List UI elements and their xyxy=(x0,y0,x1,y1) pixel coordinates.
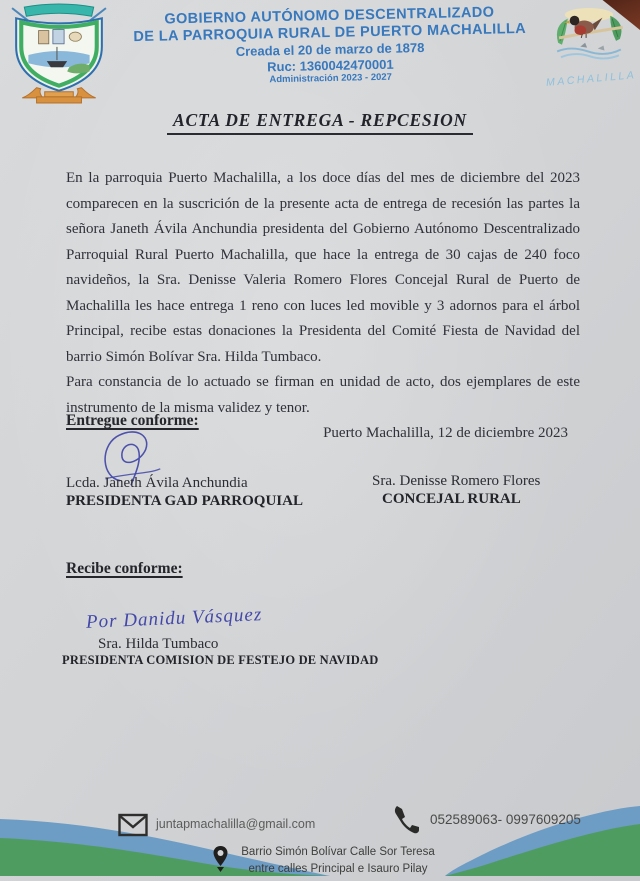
body-paragraph-2: Para constancia de lo actuado se firman en unidad de acto, dos ejemplares de este instrumento de la misma validez y tenor. xyxy=(66,374,580,416)
phone-numbers: 052589063- 0997609205 xyxy=(430,812,581,827)
bird-logo-icon xyxy=(549,8,629,64)
ruc-line: Ruc: 1360042470001 xyxy=(266,56,394,74)
logo-wordmark: MACHALILLA xyxy=(545,69,637,89)
title-row xyxy=(0,110,640,135)
deliver-signer-block xyxy=(66,474,303,510)
document-title: ACTA DE ENTREGA - REPCESION xyxy=(167,110,473,135)
address-block xyxy=(238,844,438,878)
founded-line: Creada el 20 de marzo de 1878 xyxy=(235,40,425,59)
org-name-line1: GOBIERNO AUTÓNOMO DESCENTRALIZADO xyxy=(164,4,495,28)
place-date-line: Puerto Machalilla, 12 de diciembre 2023 xyxy=(323,425,568,441)
concejal-signer-name: Sra. Denisse Romero Flores xyxy=(372,473,541,489)
tumbaco-signature-handwriting: Por Danidu Vásquez xyxy=(85,604,263,633)
deliver-signer-name: Lcda. Janeth Ávila Anchundia xyxy=(66,475,248,491)
address-line-2: entre calles Principal e Isauro Pilay xyxy=(248,863,428,875)
machalilla-logo xyxy=(545,8,637,89)
receive-signer-title: PRESIDENTA COMISION DE FESTEJO DE NAVIDAD xyxy=(62,653,379,667)
body-paragraph-1: En la parroquia Puerto Machalilla, a los doce días del mes de diciembre del 2023 comparecen en la suscrición de la presente acta de entrega de recesión las partes la señora Janeth Ávila Anchundia presidenta del Gobierno Autónomo Descentralizado Parroquial Rural Puerto Machalilla, que hace la entrega de 30 cajas de 240 foco navideños, la Sra. Denisse Valeria Romero Flores Concejal Rural de Puerto de Machalilla les hace entrega 1 reno con luces led movible y 3 adornos para el árbol Principal, recibe estas donaciones la Presidenta del Comité Fiesta de Navidad del barrio Simón Bolívar Sra. Hilda Tumbaco. xyxy=(66,170,580,365)
org-name-line2: DE LA PARROQUIA RURAL DE PUERTO MACHALILLA xyxy=(133,20,527,46)
concejal-signer-title: CONCEJAL RURAL xyxy=(382,491,521,507)
coat-of-arms-icon xyxy=(8,2,110,104)
concejal-signer-block xyxy=(372,472,540,508)
document-body xyxy=(66,166,580,447)
letterhead xyxy=(119,4,541,90)
envelope-icon xyxy=(118,812,148,838)
receive-section-heading: Recibe conforme: xyxy=(66,560,183,577)
location-pin-icon xyxy=(212,845,229,872)
administration-line: Administración 2023 - 2027 xyxy=(269,71,393,86)
deliver-section-heading: Entregue conforme: xyxy=(66,412,199,429)
phone-icon xyxy=(392,804,420,836)
receive-signer-name: Sra. Hilda Tumbaco xyxy=(98,636,219,652)
deliver-signer-title: PRESIDENTA GAD PARROQUIAL xyxy=(66,493,303,509)
address-line-1: Barrio Simón Bolívar Calle Sor Teresa xyxy=(241,846,435,858)
email-address: juntapmachalilla@gmail.com xyxy=(156,817,316,831)
